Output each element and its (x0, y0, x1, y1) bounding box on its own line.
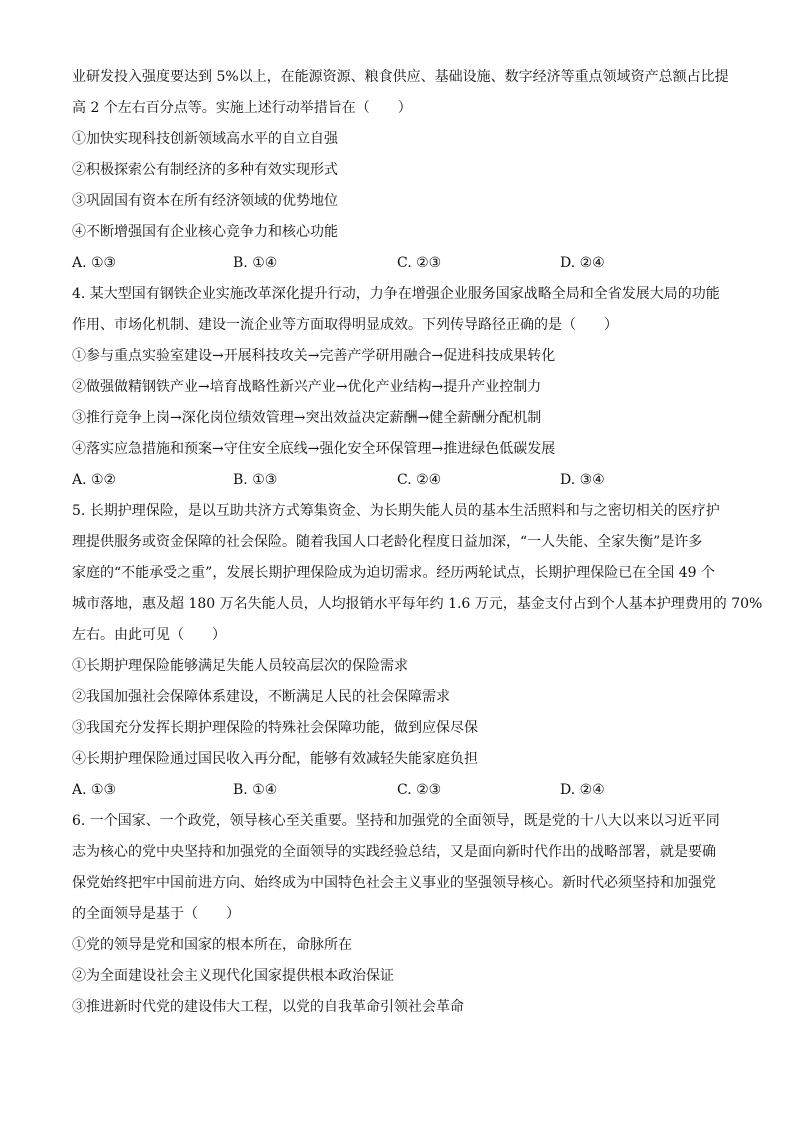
option-a: A. ①③ (72, 782, 117, 798)
question-stem-line: 左右。由此可见（ ） (72, 627, 226, 643)
option-b: B. ①④ (233, 255, 278, 271)
question-5 (72, 496, 763, 806)
option-b: B. ①④ (233, 782, 278, 798)
statement-item: ③推行竞争上岗→深化岗位绩效管理→突出效益决定薪酬→健全薪酬分配机制 (72, 410, 542, 426)
question-stem-line: 的全面领导是基于（ ） (72, 906, 240, 922)
statement-item: ①加快实现科技创新领域高水平的自立自强 (72, 131, 338, 147)
option-b: B. ①③ (233, 472, 278, 488)
question-6 (72, 806, 724, 1023)
statement-item: ②为全面建设社会主义现代化国家提供根本政治保证 (72, 968, 394, 984)
question-stem-line: 业研发投入强度要达到 5%以上，在能源资源、粮食供应、基础设施、数字经济等重点领域资产总额占比提 (72, 69, 729, 85)
statement-item: ③我国充分发挥长期护理保险的特殊社会保障功能，做到应保尽保 (72, 720, 478, 736)
option-a: A. ①② (72, 472, 117, 488)
question-4 (72, 279, 724, 496)
statement-item: ②我国加强社会保障体系建设，不断满足人民的社会保障需求 (72, 689, 450, 705)
statement-item: ②积极探索公有制经济的多种有效实现形式 (72, 162, 338, 178)
option-c: C. ②③ (397, 782, 442, 798)
question-stem-line: 志为核心的党中央坚持和加强党的全面领导的实践经验总结，又是面向新时代作出的战略部署，就是要确 (72, 844, 716, 860)
question-stem-line: 理提供服务或资金保障的社会保险。随着我国人口老龄化程度日益加深，“一人失能、全家失衡”是许多 (72, 534, 703, 550)
question-stem-line: 家庭的“不能承受之重”，发展长期护理保险成为迫切需求。经历两轮试点，长期护理保险已在全国 49 个 (72, 565, 716, 581)
question-stem-line: 4. 某大型国有钢铁企业实施改革深化提升行动，力争在增强企业服务国家战略全局和全省发展大局的功能 (72, 286, 720, 302)
question-stem-line: 高 2 个左右百分点等。实施上述行动举措旨在（ ） (72, 100, 412, 116)
question-stem-line: 6. 一个国家、一个政党，领导核心至关重要。坚持和加强党的全面领导，既是党的十八大以来以习近平同 (72, 813, 720, 829)
option-c: C. ②③ (397, 255, 442, 271)
option-a: A. ①③ (72, 255, 117, 271)
answer-options (72, 465, 724, 496)
exam-page (72, 62, 763, 1023)
statement-item: ②做强做精钢铁产业→培育战略性新兴产业→优化产业结构→提升产业控制力 (72, 379, 542, 395)
option-d: D. ②④ (560, 782, 605, 798)
question-stem-line: 城市落地，惠及超 180 万名失能人员，人均报销水平每年约 1.6 万元，基金支付占到个人基本护理费用的 70% (72, 596, 763, 612)
option-d: D. ②④ (560, 255, 605, 271)
statement-item: ④落实应急措施和预案→守住安全底线→强化安全环保管理→推进绿色低碳发展 (72, 441, 556, 457)
question-stem-line: 保党始终把牢中国前进方向、始终成为中国特色社会主义事业的坚强领导核心。新时代必须坚持和加强党 (72, 875, 716, 891)
statement-item: ④不断增强国有企业核心竞争力和核心功能 (72, 224, 338, 240)
statement-item: ③推进新时代党的建设伟大工程，以党的自我革命引领社会革命 (72, 999, 464, 1015)
statement-item: ④长期护理保险通过国民收入再分配，能够有效减轻失能家庭负担 (72, 751, 478, 767)
option-d: D. ③④ (560, 472, 605, 488)
question-3 (72, 62, 729, 279)
answer-options (72, 775, 724, 806)
answer-options (72, 248, 724, 279)
question-stem-line: 5. 长期护理保险，是以互助共济方式筹集资金、为长期失能人员的基本生活照料和与之密切相关的医疗护 (72, 503, 720, 519)
statement-item: ①长期护理保险能够满足失能人员较高层次的保险需求 (72, 658, 408, 674)
option-c: C. ②④ (397, 472, 442, 488)
question-stem-line: 作用、市场化机制、建设一流企业等方面取得明显成效。下列传导路径正确的是（ ） (72, 317, 618, 333)
statement-item: ①党的领导是党和国家的根本所在，命脉所在 (72, 937, 352, 953)
statement-item: ①参与重点实验室建设→开展科技攻关→完善产学研用融合→促进科技成果转化 (72, 348, 556, 364)
statement-item: ③巩固国有资本在所有经济领域的优势地位 (72, 193, 338, 209)
